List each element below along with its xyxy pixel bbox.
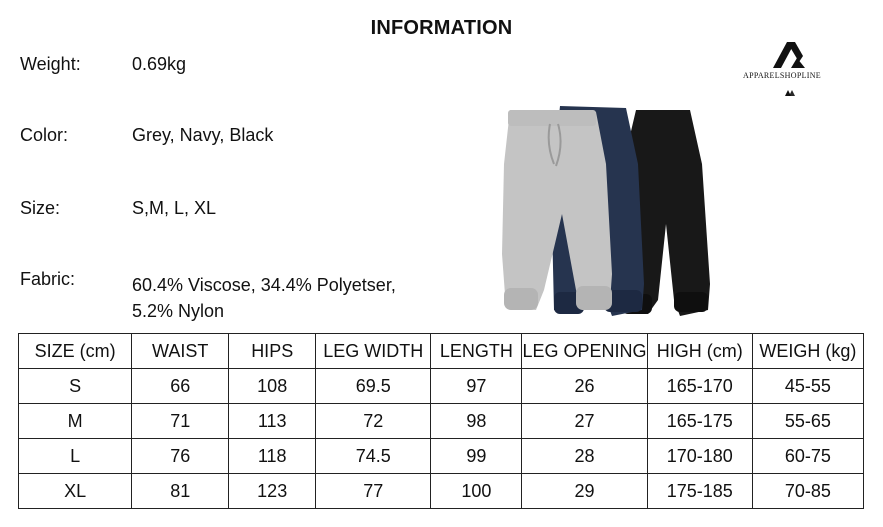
spec-label: Color: (20, 125, 69, 145)
table-cell: 118 (229, 439, 316, 474)
brand-logo (735, 38, 845, 98)
table-cell: 165-175 (647, 404, 752, 439)
spec-value: 60.4% Viscose, 34.4% Polyetser, 5.2% Nylon (132, 275, 396, 321)
table-cell: 100 (431, 474, 522, 509)
table-header: WEIGH (kg) (752, 334, 863, 369)
table-header: LEG OPENING (522, 334, 647, 369)
table-cell: 113 (229, 404, 316, 439)
table-cell: 55-65 (752, 404, 863, 439)
table-cell: 26 (522, 369, 647, 404)
spec-value: S,M, L, XL (132, 198, 217, 218)
spec-label: Fabric: (20, 269, 76, 289)
brand-logo-text: APPARELSHOPLINE (743, 71, 821, 80)
table-cell: XL (19, 474, 132, 509)
table-cell: L (19, 439, 132, 474)
table-row (19, 369, 864, 404)
brand-logo-icon (735, 38, 845, 98)
size-table (18, 333, 864, 509)
spec-label: Size: (20, 198, 61, 218)
table-cell: 69.5 (316, 369, 431, 404)
table-header: LEG WIDTH (316, 334, 431, 369)
table-row (19, 404, 864, 439)
table-cell: 77 (316, 474, 431, 509)
table-cell: 45-55 (752, 369, 863, 404)
table-cell: 72 (316, 404, 431, 439)
table-header: HIGH (cm) (647, 334, 752, 369)
table-cell: 71 (132, 404, 229, 439)
table-header-row (19, 334, 864, 369)
table-row (19, 439, 864, 474)
table-cell: 99 (431, 439, 522, 474)
table-header: WAIST (132, 334, 229, 369)
table-cell: 108 (229, 369, 316, 404)
table-header: SIZE (cm) (19, 334, 132, 369)
table-cell: M (19, 404, 132, 439)
product-image (498, 104, 728, 318)
table-cell: 123 (229, 474, 316, 509)
spec-value: 0.69kg (132, 54, 187, 74)
table-cell: 165-170 (647, 369, 752, 404)
table-cell: 29 (522, 474, 647, 509)
table-cell: 175-185 (647, 474, 752, 509)
table-header: LENGTH (431, 334, 522, 369)
table-cell: 97 (431, 369, 522, 404)
table-cell: 27 (522, 404, 647, 439)
spec-label: Weight: (20, 54, 81, 74)
spec-value: Grey, Navy, Black (132, 125, 274, 145)
table-cell: 81 (132, 474, 229, 509)
table-cell: 170-180 (647, 439, 752, 474)
page-title: INFORMATION (370, 17, 513, 39)
table-cell: 74.5 (316, 439, 431, 474)
table-cell: 60-75 (752, 439, 863, 474)
table-header: HIPS (229, 334, 316, 369)
table-cell: 76 (132, 439, 229, 474)
table-row (19, 474, 864, 509)
table-cell: 98 (431, 404, 522, 439)
table-cell: 70-85 (752, 474, 863, 509)
table-cell: 66 (132, 369, 229, 404)
table-cell: 28 (522, 439, 647, 474)
table-cell: S (19, 369, 132, 404)
